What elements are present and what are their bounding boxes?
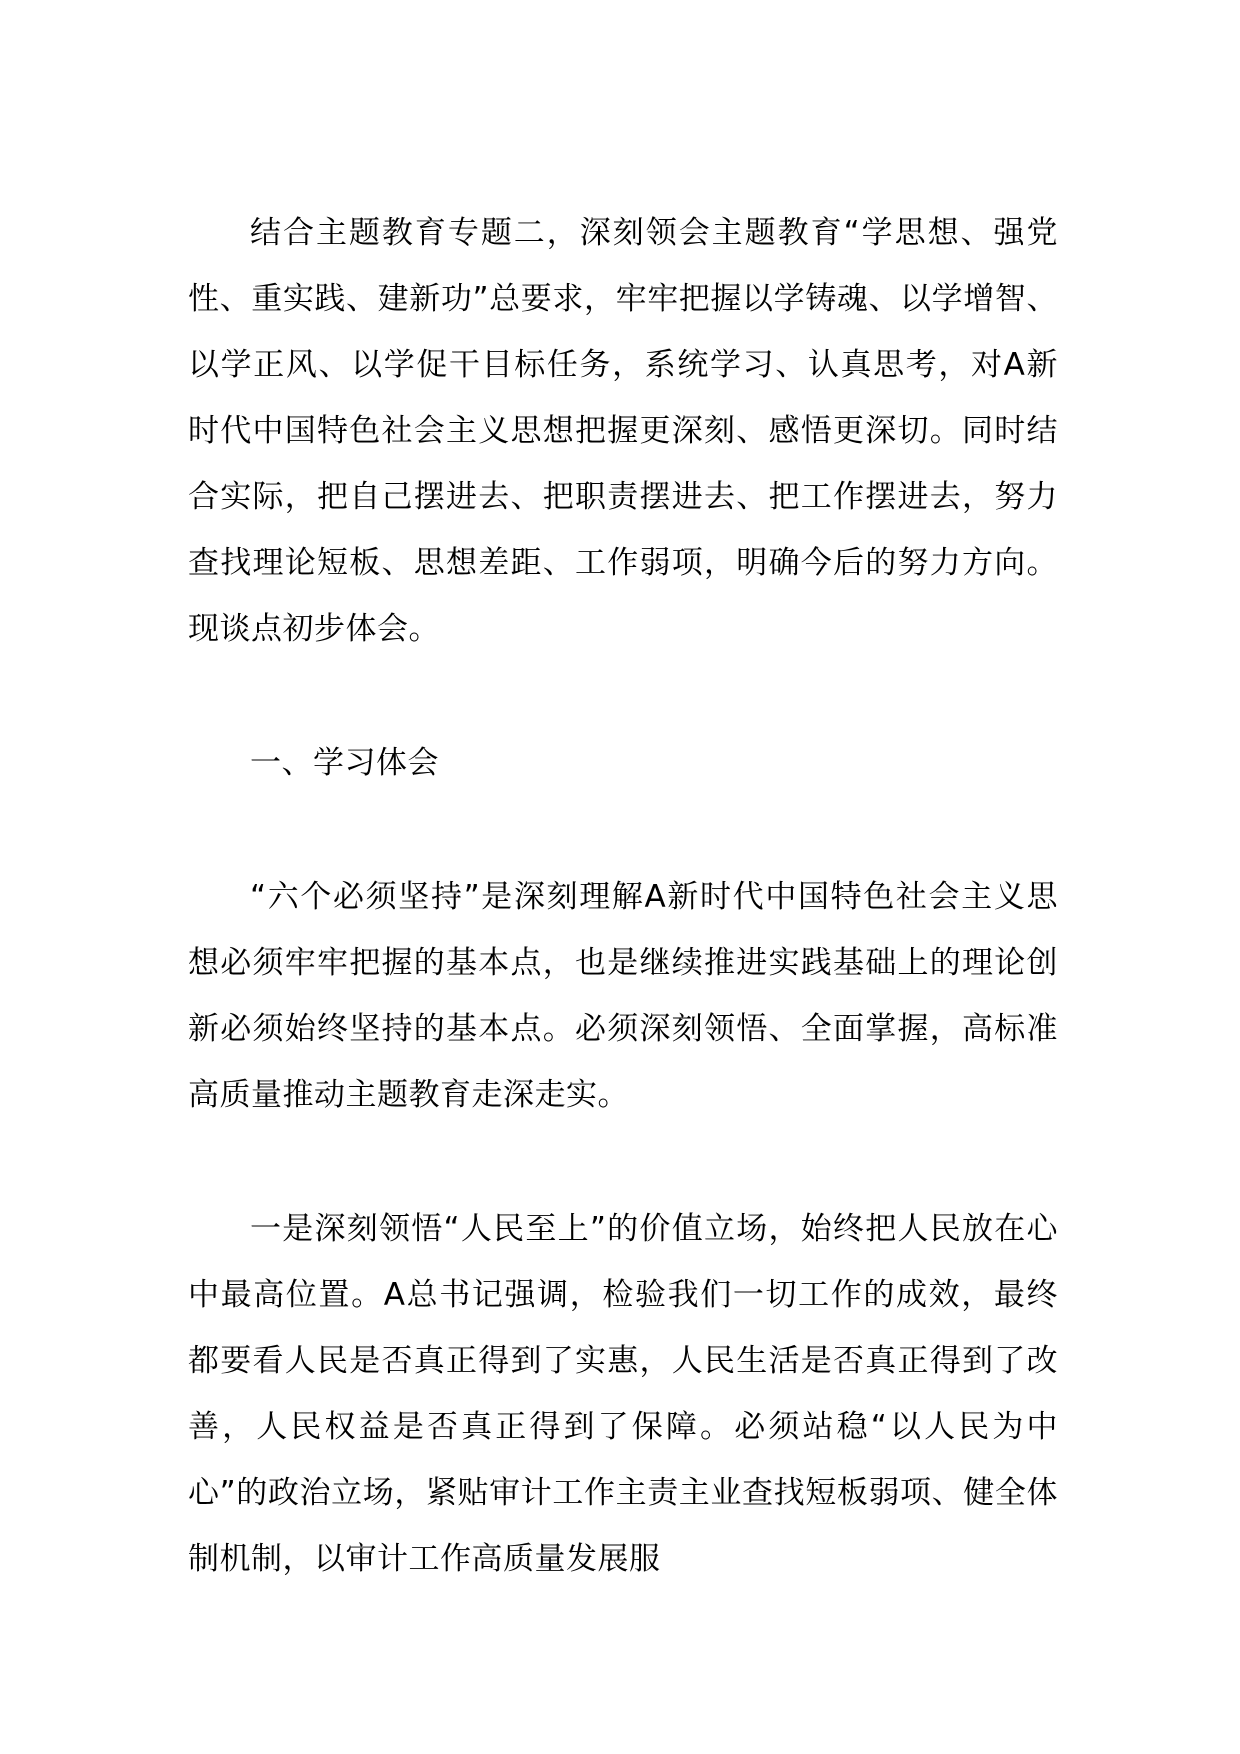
- paragraph-spacer: [188, 1128, 1058, 1196]
- intro-paragraph: 结合主题教育专题二，深刻领会主题教育“学思想、强党性、重实践、建新功”总要求，牢牢把握以学铸魂、以学增智、以学正风、以学促干目标任务，系统学习、认真思考，对A新时代中国特色社会主义思想把握更深刻、感悟更深切。同时结合实际，把自己摆进去、把职责摆进去、把工作摆进去，努力查找理论短板、思想差距、工作弱项，明确今后的努力方向。现谈点初步体会。: [188, 215, 1058, 647]
- body-paragraph-people-first: 一是深刻领悟“人民至上”的价值立场，始终把人民放在心中最高位置。A总书记强调，检验我们一切工作的成效，最终都要看人民是否真正得到了实惠，人民生活是否真正得到了改善，人民权益是否真正得到了保障。必须站稳“以人民为中心”的政治立场，紧贴审计工作主责主业查找短板弱项、健全体制机制，以审计工作高质量发展服: [188, 1211, 1058, 1577]
- paragraph-spacer: [188, 796, 1058, 864]
- section-heading: 一、学习体会: [250, 745, 439, 781]
- document-body: [188, 200, 1058, 1592]
- body-paragraph-six-musts: “六个必须坚持”是深刻理解A新时代中国特色社会主义思想必须牢牢把握的基本点，也是继续推进实践基础上的理论创新必须始终坚持的基本点。必须深刻领悟、全面掌握，高标准高质量推动主题教育走深走实。: [188, 879, 1058, 1113]
- paragraph-spacer: [188, 662, 1058, 730]
